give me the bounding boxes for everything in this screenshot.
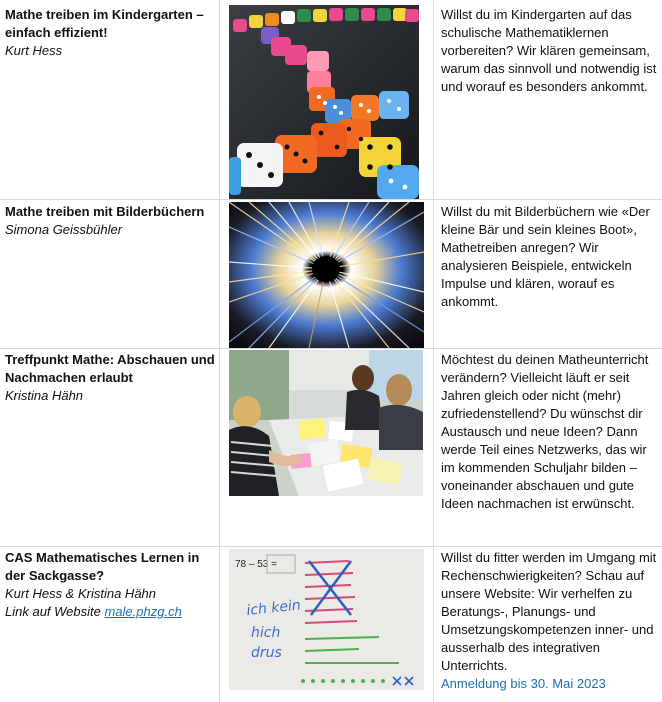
handwriting-line-2: hich (251, 625, 281, 641)
workshop-photo (229, 350, 423, 496)
course-row-bilderbuecher (0, 199, 662, 348)
handwriting-photo (229, 549, 424, 690)
course-description: Möchtest du deinen Matheunterricht verändern? Vielleicht läuft er seit Jahren gleich oder nicht (mehr) zufriedenstellend? Du wünschst dir Austausch und neue Ideen? Dann werde Teil eines Netzwerks, das wir im kommenden Schuljahr bilden – voneinander abschauen und gute Ideen nachmachen ist erwünscht. (441, 352, 649, 511)
course-title: Mathe treiben mit Bilderbüchern (5, 204, 205, 219)
course-author: Kurt Hess & Kristina Hähn (5, 586, 157, 601)
light-burst-photo (229, 202, 424, 348)
registration-deadline: Anmeldung bis 30. Mai 2023 (441, 676, 606, 691)
course-author: Simona Geissbühler (5, 222, 123, 237)
course-row-treffpunkt (0, 348, 662, 546)
course-row-kindergarten (0, 0, 662, 199)
course-author: Kristina Hähn (5, 388, 84, 403)
handwriting-line-1: ich kein (245, 597, 302, 619)
link-prefix: Link auf Website (5, 604, 105, 619)
course-author: Kurt Hess (5, 43, 63, 58)
course-description: Willst du mit Bilderbüchern wie «Der kleine Bär und sein kleines Boot», Mathetreiben anregen? Wir analysieren Beispiele, entwickeln Impulse und klären, worauf es ankommt. (441, 204, 650, 309)
course-title: Treffpunkt Mathe: Abschauen und Nachmachen erlaubt (5, 352, 215, 385)
course-title: CAS Mathematisches Lernen in der Sackgasse? (5, 550, 200, 583)
course-title: Mathe treiben im Kindergarten – einfach effizient! (5, 7, 204, 40)
handwriting-line-3: drus (251, 645, 282, 661)
course-row-cas (0, 546, 662, 702)
course-description: Willst du im Kindergarten auf das schulische Mathematiklernen vorbereiten? Wir klären gemeinsam, warum das sinnvoll und notwendig ist und worauf es besonders ankommt. (441, 7, 657, 94)
website-link[interactable]: male.phzg.ch (104, 604, 182, 619)
dice-photo (229, 5, 419, 199)
website-link-line (5, 603, 217, 621)
course-description: Willst du fitter werden im Umgang mit Rechenschwierigkeiten? Schau auf unsere Website: Wir verhelfen zu Beratungs-, Planungs- und Umsetzungskompetenzen inner- und ausserhalb des integrativen Unterrichts. (441, 550, 657, 673)
worksheet-equation: 78 – 53 = (235, 559, 277, 570)
